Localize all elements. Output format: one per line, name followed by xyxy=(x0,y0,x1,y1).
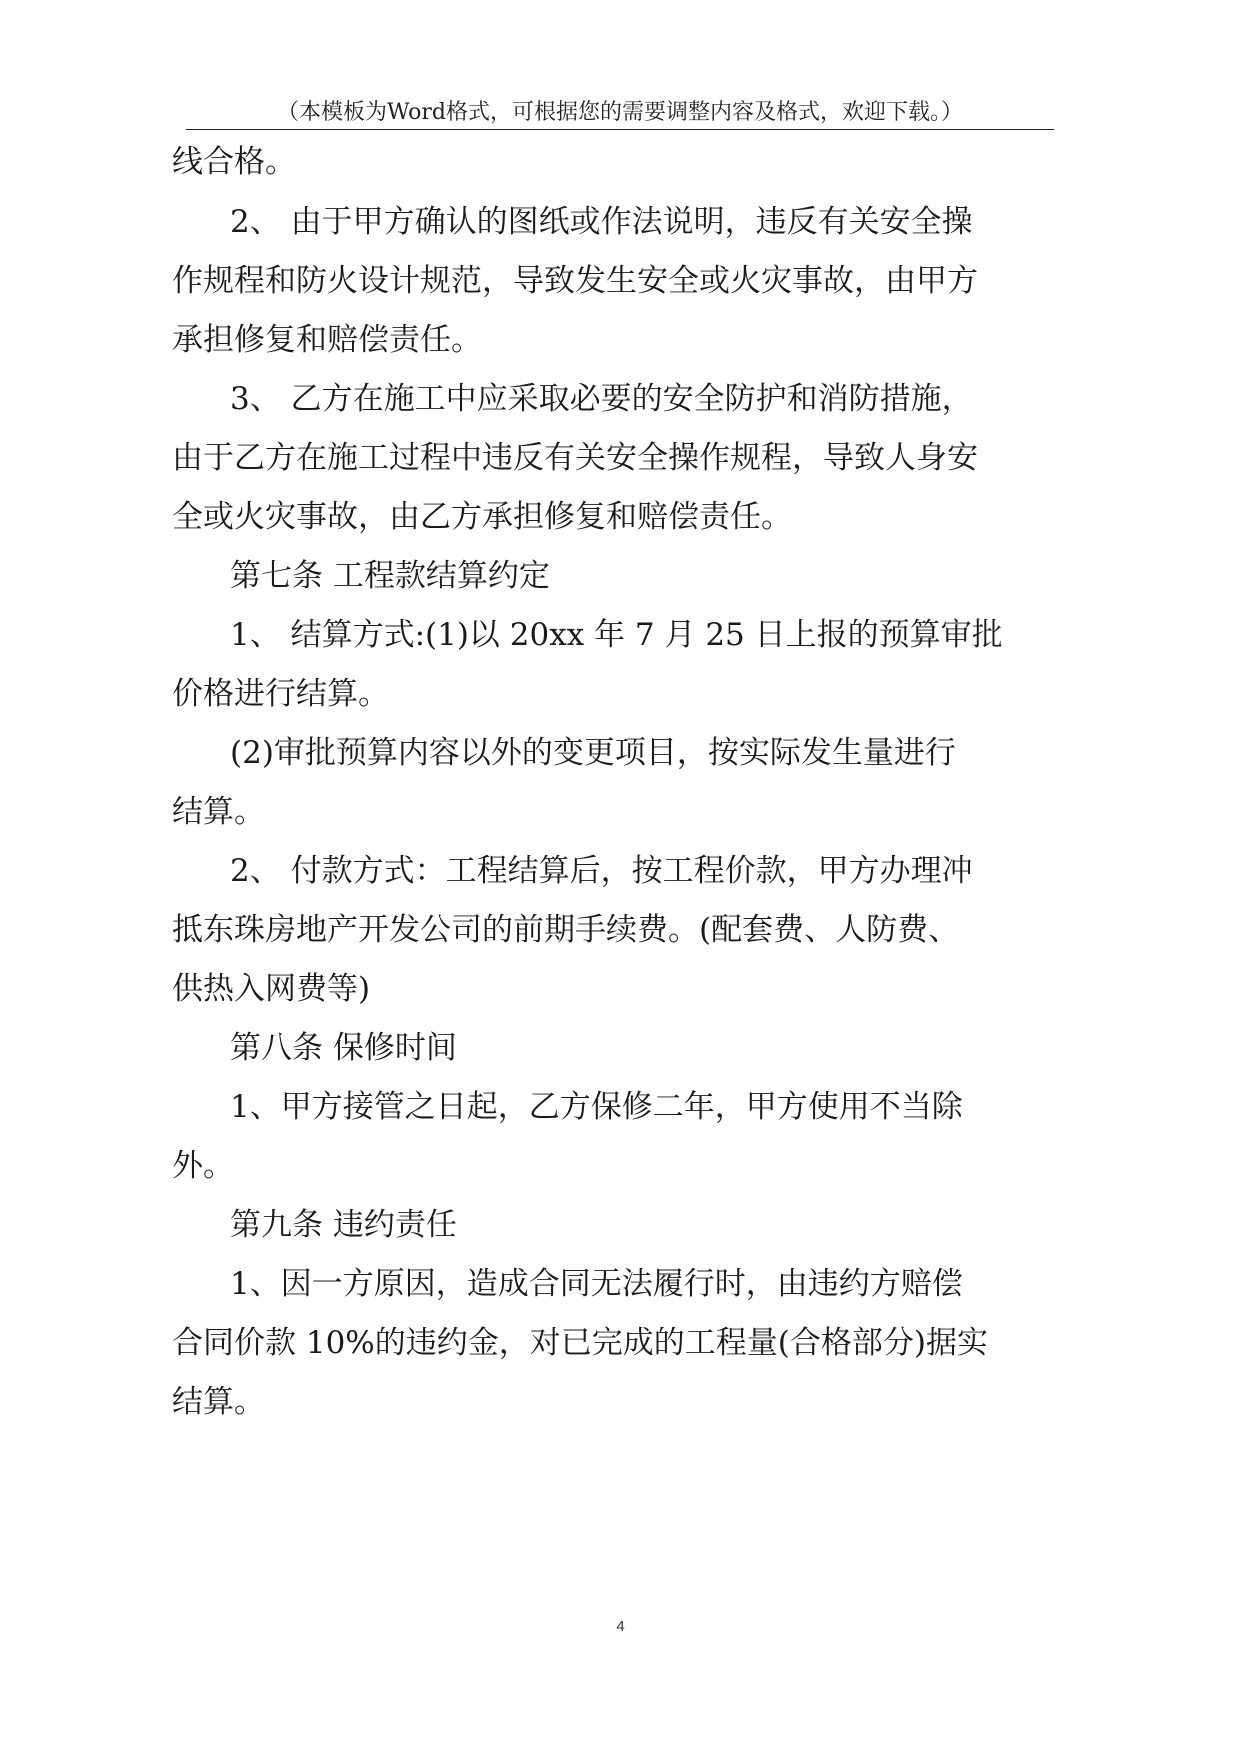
text-line: 2、 付款方式：工程结算后，按工程价款，甲方办理冲 xyxy=(230,853,973,889)
text-line: 1、因一方原因，造成合同无法履行时，由违约方赔偿 xyxy=(230,1266,963,1302)
text-line: 抵东珠房地产开发公司的前期手续费。(配套费、人防费、 xyxy=(172,912,960,948)
template-notice-header: （本模板为Word格式，可根据您的需要调整内容及格式，欢迎下载。） xyxy=(277,100,963,125)
text-line: 供热入网费等) xyxy=(172,971,371,1007)
text-line: 3、 乙方在施工中应采取必要的安全防护和消防措施， xyxy=(230,381,973,417)
text-line: 由于乙方在施工过程中违反有关安全操作规程，导致人身安 xyxy=(172,440,978,476)
text-line: 合同价款 10%的违约金，对已完成的工程量(合格部分)据实 xyxy=(172,1325,988,1361)
text-line: 承担修复和赔偿责任。 xyxy=(172,322,482,358)
text-line: 价格进行结算。 xyxy=(172,676,389,712)
text-line: (2)审批预算内容以外的变更项目，按实际发生量进行 xyxy=(230,735,956,771)
text-line: 2、 由于甲方确认的图纸或作法说明，违反有关安全操 xyxy=(230,204,973,240)
section-heading: 第九条 违约责任 xyxy=(230,1207,457,1243)
section-heading: 第八条 保修时间 xyxy=(230,1030,457,1066)
header-divider xyxy=(186,129,1054,130)
section-heading: 第七条 工程款结算约定 xyxy=(230,558,550,594)
text-line: 全或火灾事故，由乙方承担修复和赔偿责任。 xyxy=(172,499,792,535)
text-line: 1、甲方接管之日起，乙方保修二年，甲方使用不当除 xyxy=(230,1089,963,1125)
page-number: 4 xyxy=(616,1618,625,1635)
text-line: 1、 结算方式:(1)以 20xx 年 7 月 25 日上报的预算审批 xyxy=(230,617,1003,653)
text-line: 结算。 xyxy=(172,794,265,830)
text-line: 外。 xyxy=(172,1148,234,1184)
text-line: 作规程和防火设计规范，导致发生安全或火灾事故，由甲方 xyxy=(172,263,978,299)
text-line: 结算。 xyxy=(172,1384,265,1420)
text-line: 线合格。 xyxy=(172,144,296,180)
